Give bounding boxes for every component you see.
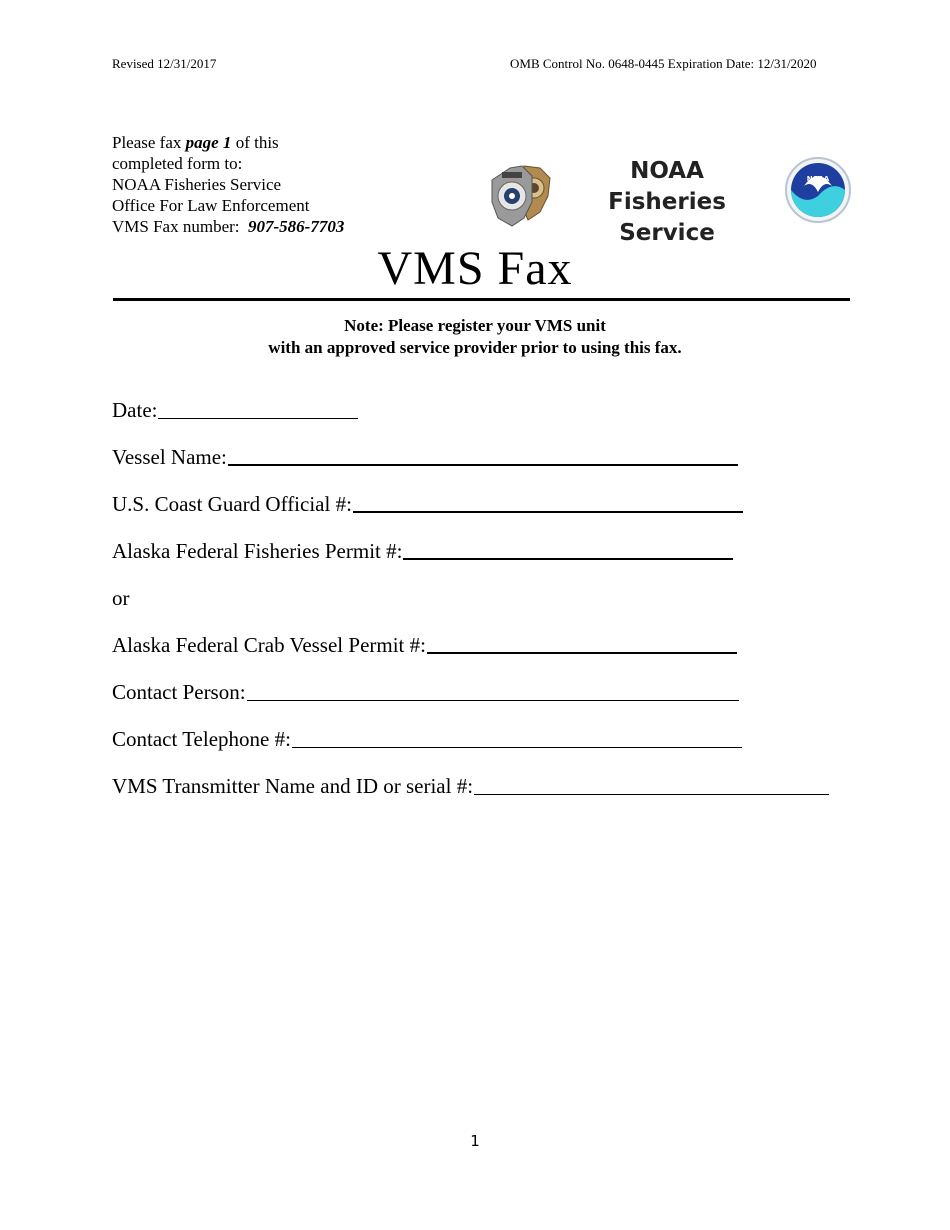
note-line-1: Note: Please register your VMS unit [344,316,606,335]
fax-line-3: NOAA Fisheries Service [112,175,282,194]
revised-date: Revised 12/31/2017 [112,56,217,71]
fisheries-permit-label: Alaska Federal Fisheries Permit #: [112,539,403,563]
logo-wordmark [560,156,774,249]
registration-note [0,315,950,359]
noaa-fisheries-logo [488,152,854,246]
uscg-official-field [112,492,743,517]
fisheries-permit-field [112,539,733,564]
vessel-name-field [112,445,738,470]
law-enforcement-badges-icon [488,162,554,232]
uscg-official-input-line[interactable] [353,510,743,513]
title-divider [113,298,850,301]
fisheries-permit-input-line[interactable] [403,557,733,560]
fax-number: 907-586-7703 [248,217,345,236]
fax-line-5: VMS Fax number: 907-586-7703 [112,217,345,236]
seal-label: NOAA [806,175,830,183]
uscg-official-label: U.S. Coast Guard Official #: [112,492,352,516]
page-1-emphasis: page 1 [185,133,232,152]
crab-permit-label: Alaska Federal Crab Vessel Permit #: [112,633,426,657]
vessel-name-input-line[interactable] [228,463,738,466]
noaa-seal-icon [784,156,852,224]
contact-phone-input-line[interactable] [292,746,742,748]
page-title: VMS Fax [377,242,573,295]
or-separator: or [112,586,130,610]
vessel-name-label: Vessel Name: [112,445,227,469]
contact-phone-label: Contact Telephone #: [112,727,291,751]
crab-permit-input-line[interactable] [427,651,737,654]
contact-phone-field [112,727,742,752]
fax-instructions [112,132,344,237]
page-number: 1 [470,1132,480,1150]
contact-person-input-line[interactable] [247,699,739,701]
omb-control: OMB Control No. 0648-0445 Expiration Date: 12/31/2020 [510,56,817,71]
vms-transmitter-label: VMS Transmitter Name and ID or serial #: [112,774,474,798]
fax-line-2: completed form to: [112,154,243,173]
fax-line-4: Office For Law Enforcement [112,196,310,215]
contact-person-field [112,680,739,705]
vms-transmitter-input-line[interactable] [474,793,829,795]
fax-line-1: Please fax page 1 of this [112,133,279,152]
note-line-2: with an approved service provider prior to using this fax. [268,338,682,357]
date-input-line[interactable] [158,417,358,419]
date-label: Date: [112,398,158,422]
logo-fisheries-text: Fisheries Service [608,189,726,246]
vms-transmitter-field [112,774,829,799]
contact-person-label: Contact Person: [112,680,246,704]
date-field [112,398,358,423]
crab-permit-field [112,633,737,658]
logo-noaa-text: NOAA [630,158,704,184]
